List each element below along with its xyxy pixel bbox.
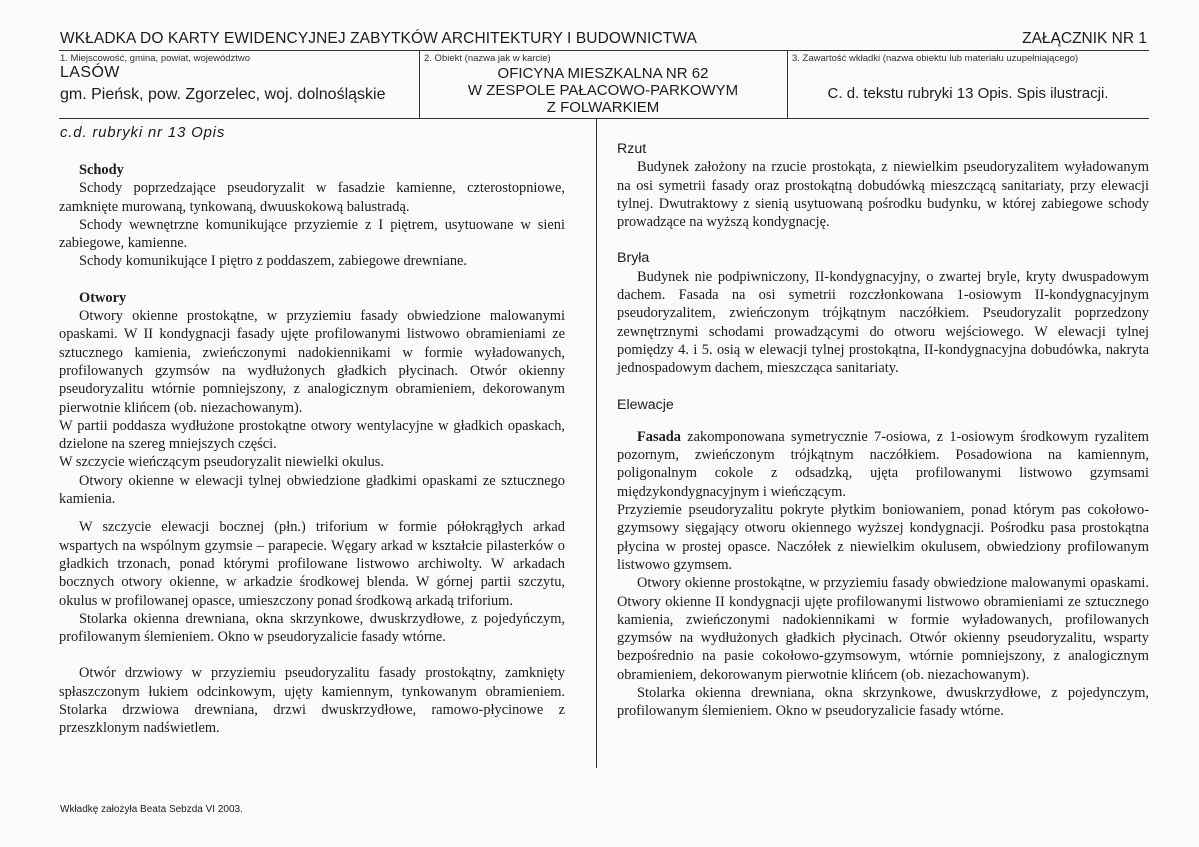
paragraph: Stolarka okienna drewniana, okna skrzynkowe, dwuskrzydłowe, z pojedynczym, profilowanym ślemieniem. Okno w pseudoryzalicie fasady wtórne. <box>617 685 1149 720</box>
field1-label: 1. Miejscowość, gmina, powiat, województwo <box>60 53 251 64</box>
paragraph: W partii poddasza wydłużone prostokątne otwory wentylacyjne w gładkich opaskach, dzielone na szereg mniejszych części. <box>59 417 565 453</box>
document-title: WKŁADKA DO KARTY EWIDENCYJNEJ ZABYTKÓW ARCHITEKTURY I BUDOWNICTWA <box>60 30 697 47</box>
administrative-region: gm. Pieńsk, pow. Zgorzelec, woj. dolnośląskie <box>60 86 386 103</box>
paragraph: Otwory okienne prostokątne, w przyziemiu fasady obwiedzione malowanymi opaskami. Otwory okienne II kondygnacji ujęte profilowanymi listwowo obramieniami ze sztucznego kamienia, zwieńczonymi nadokiennikami w formie wyładowanych, profilowanych gzymsów na wydłużonych gładkich płycinach. Otwór okienny pseudoryzalitu, wsparty bezpośrednio na pasie cokołowo-gzymsowym, wtórnie pomniejszony, z analogicznym obramieniem, dekorowanym pierwotnie klińcem (ob. niezachowanym). <box>617 575 1149 683</box>
paragraph: Otwór drzwiowy w przyziemiu pseudoryzalitu fasady prostokątny, zamknięty spłaszczonym łukiem odcinkowym, ujęty kamiennym, tynkowanym obramieniem. Stolarka drzwiowa drewniana, drzwi dwuskrzydłowe, ramowo-płycinowe z przeszklonym nadświetlem. <box>59 665 565 737</box>
object-name-line-2: W ZESPOLE PAŁACOWO-PARKOWYM <box>467 82 739 99</box>
paragraph: Schody komunikujące I piętro z poddaszem, zabiegowe drewniane. <box>79 253 468 270</box>
fasada-text: zakomponowana symetrycznie 7-osiowa, z 1-osiowym środkowym ryzalitem pozornym, zwieńczonym trójkątnym naczółkiem. Posadowiona na kamiennym, poligonalnym cokole z odsadzką, ujęta profilowanymi listwowo gzymsami międzykondygnacyjnym i wieńczącym. <box>617 428 1149 500</box>
field3-label: 3. Zawartość wkładki (nazwa obiektu lub materiału uzupełniającego) <box>792 53 1079 64</box>
continuation-label: c.d. rubryki nr 13 Opis <box>60 124 226 141</box>
paragraph: Otwory okienne w elewacji tylnej obwiedzione gładkimi opaskami ze sztucznego kamienia. <box>59 472 565 508</box>
header-top-rule <box>59 50 1149 51</box>
object-name-line-3: Z FOLWARKIEM <box>546 99 660 116</box>
field2-label: 2. Obiekt (nazwa jak w karcie) <box>424 53 551 64</box>
object-name-line-1: OFICYNA MIESZKALNA NR 62 <box>497 65 709 82</box>
header-bottom-rule <box>59 118 1149 119</box>
section-heading-elewacje: Elewacje <box>617 396 674 413</box>
paragraph: Przyziemie pseudoryzalitu pokryte płytkim boniowaniem, ponad którym pas cokołowo-gzymsowy sięgający otworu okiennego wyższej kondygnacji. Pośrodku pasa prostokątna płycina w prostej opasce. Naczółek z niewielkim okulusem, obwiedziony profilowanym listwowo gzymsem. <box>617 502 1149 573</box>
paragraph: Otwory okienne prostokątne, w przyziemiu fasady obwiedzione malowanymi opaskami. W II kondygnacji fasady ujęte profilowanymi listwowo obramieniami ze sztucznego kamienia, zwieńczonymi nadokiennikami w formie wyładowanych, profilowanych gzymsów na wydłużonych gładkich płycinach. Otwór okienny pseudoryzalitu wtórnie pomniejszony, z analogicznym obramieniem, dekorowanym pierwotnie klińcem (ob. niezachowanym). <box>59 308 565 416</box>
section-heading-rzut: Rzut <box>617 141 647 157</box>
object-name <box>420 65 786 116</box>
fasada-lead: Fasada <box>637 428 681 445</box>
paragraph-fasada <box>617 428 1149 501</box>
paragraph: Budynek nie podpiwniczony, II-kondygnacyjny, o zwartej bryle, kryty dwuspadowym dachem. Fasada na osi symetrii rozczłonkowana 1-osiowym II-kondygnacyjnym pseudoryzalitem, zwieńczonym trójkątnym naczółkiem. Pseudoryzalit poprzedzony zewnętrznymi schodami prowadzącymi do otworu wejściowego. W elewacji tylnej pomiędzy 4. i 5. osią w elewacji tylnej prostokątna, II-kondygnacyjna dobudówka, nakryta jednospadowym dachem, mieszcząca sanitariaty. <box>617 268 1149 377</box>
section-heading-otwory: Otwory <box>79 289 127 306</box>
paragraph: Stolarka okienna drewniana, okna skrzynkowe, dwuskrzydłowe, z pojedyńczym, profilowanym ślemieniem. Okno w pseudoryzalicie fasady wtórne. <box>59 610 565 646</box>
paragraph: Schody poprzedzające pseudoryzalit w fasadzie kamienne, czterostopniowe, zamknięte murowaną, tynkowaną, dwuuskokową balustradą. <box>59 180 565 215</box>
left-column <box>59 161 565 738</box>
right-column <box>617 140 1149 721</box>
place-name: LASÓW <box>60 64 120 81</box>
section-heading-schody: Schody <box>79 162 124 178</box>
paragraph: W szczycie elewacji bocznej (płn.) triforium w formie półokrągłych arkad wspartych na wspólnym gzymsie – parapecie. Węgary arkad w kształcie pilasterków o gładkich trzonach, ponad którymi profilowane listwowo archiwolty. W arkadach bocznych otwory okienne, w arkadzie środkowej blenda. W górnej partii szczytu, okulus w profilowanej opasce, umieszczony ponad środkową arkadą triforium. <box>59 519 565 609</box>
column-divider <box>596 118 597 768</box>
paragraph: Budynek założony na rzucie prostokąta, z niewielkim pseudoryzalitem wyładowanym na osi symetrii fasady oraz prostokątną dobudówką mieszczącą sanitariaty, przy elewacji tylnej. Dwutraktowy z sienią usytuowaną pośrodku budynku, w której zabiegowe schody prowadzące na wyższą kondygnację. <box>617 159 1149 231</box>
paragraph: W szczycie wieńczącym pseudoryzalit niewielki okulus. <box>59 454 385 471</box>
footer-author: Wkładkę założyła Beata Sebzda VI 2003. <box>60 804 243 815</box>
section-heading-bryla: Bryła <box>617 250 650 267</box>
paragraph: Schody wewnętrzne komunikujące przyziemie z I piętrem, usytuowane w sieni zabiegowe, kamienne. <box>59 216 565 252</box>
insert-content: C. d. tekstu rubryki 13 Opis. Spis ilustracji. <box>827 85 1109 102</box>
annex-number: ZAŁĄCZNIK NR 1 <box>1022 30 1147 47</box>
